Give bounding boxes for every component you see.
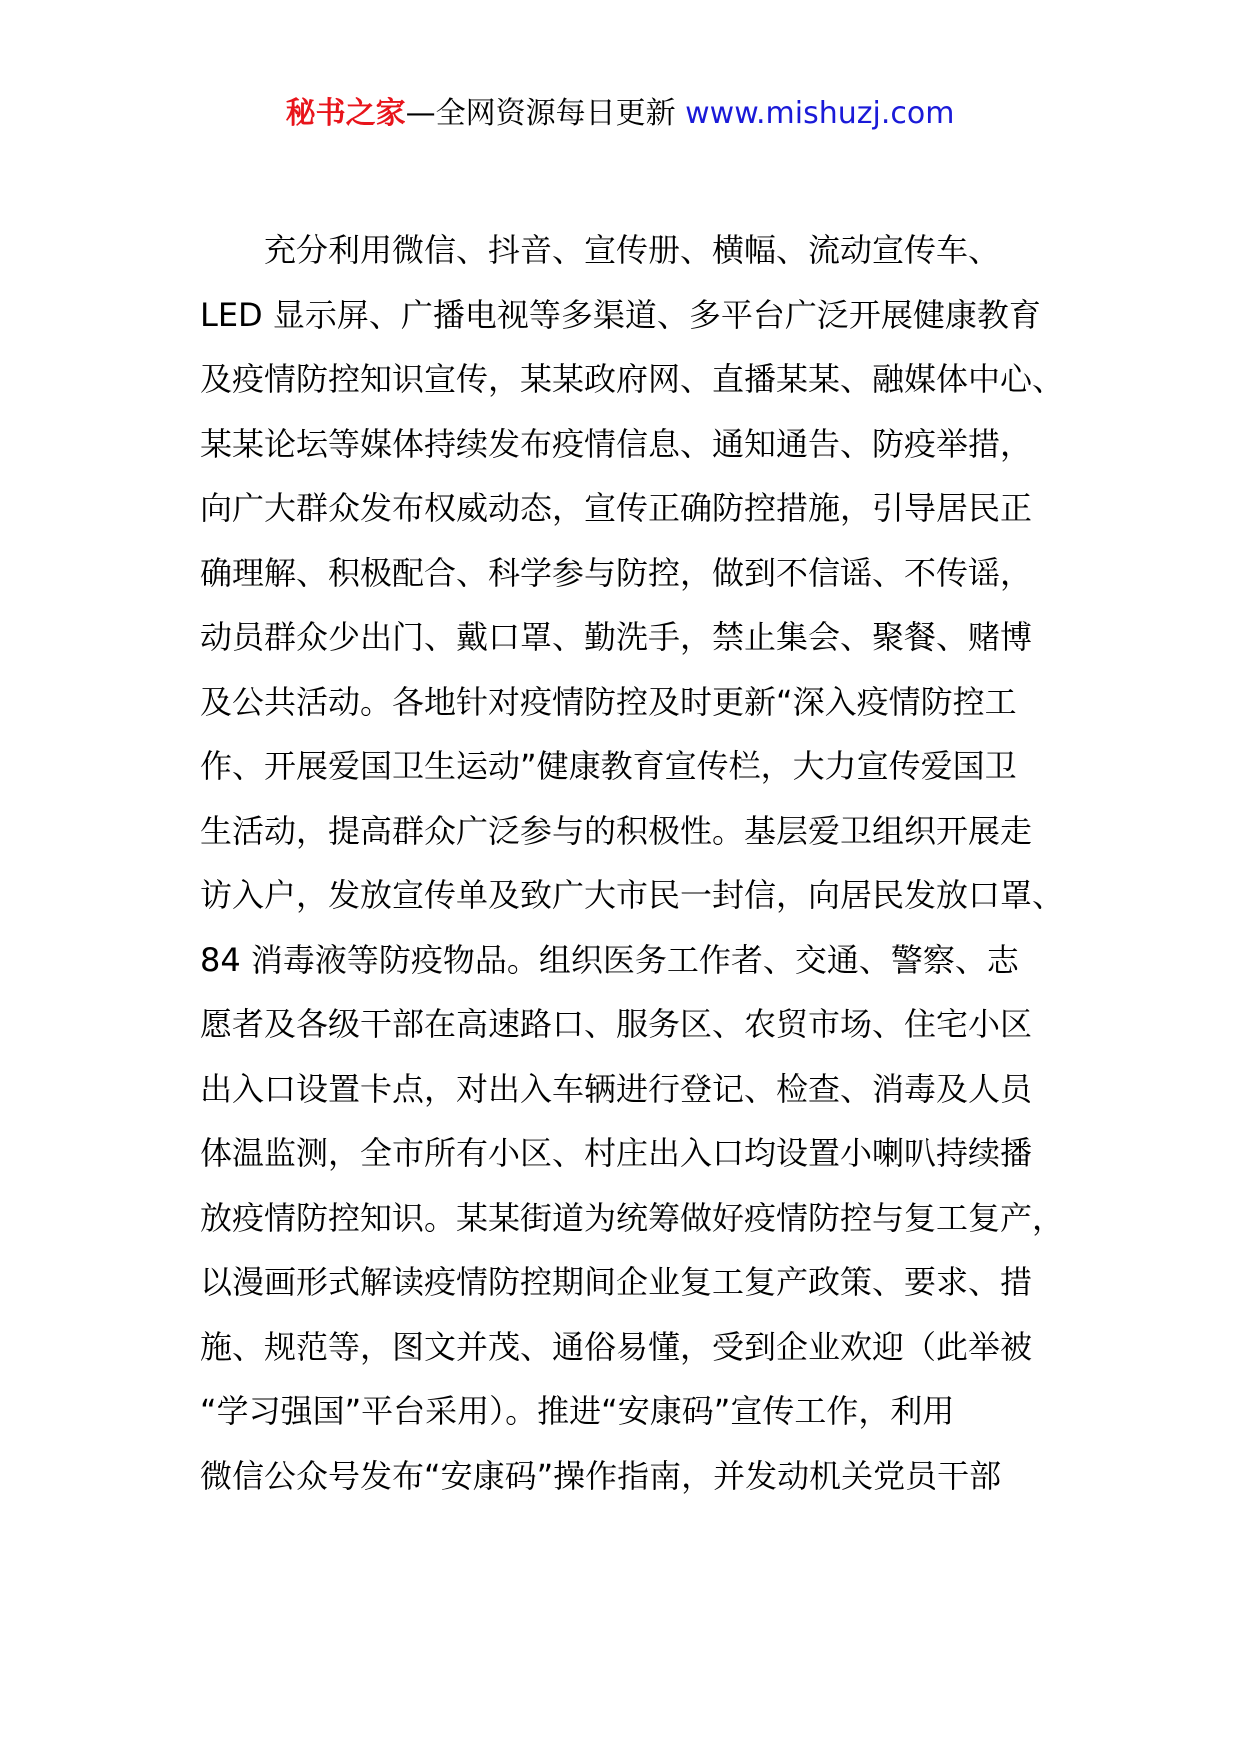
body-line: 充分利用微信、抖音、宣传册、横幅、流动宣传车、 <box>264 231 1001 269</box>
body-line: 某某论坛等媒体持续发布疫情信息、通知通告、防疫举措， <box>200 424 1033 463</box>
body-line: 动员群众少出门、戴口罩、勤洗手，禁止集会、聚餐、赌博 <box>200 618 1033 656</box>
body-line: 微信公众号发布“安康码”操作指南，并发动机关党员干部 <box>200 1456 1002 1495</box>
body-line: 愿者及各级干部在高速路口、服务区、农贸市场、住宅小区 <box>200 1005 1033 1043</box>
site-url-link[interactable]: www.mishuzj.com <box>685 96 955 131</box>
body-line: LED 显示屏、广播电视等多渠道、多平台广泛开展健康教育 <box>200 295 1041 334</box>
body-line: 及疫情防控知识宣传，某某政府网、直播某某、融媒体中心、 <box>200 360 1065 398</box>
body-line: 及公共活动。各地针对疫情防控及时更新“深入疫情防控工 <box>200 682 1017 721</box>
page-header <box>0 92 1240 136</box>
body-line: “学习强国”平台采用）。推进“安康码”宣传工作，利用 <box>200 1392 955 1430</box>
body-line: 以漫画形式解读疫情防控期间企业复工复产政策、要求、措 <box>200 1263 1033 1301</box>
body-line: 向广大群众发布权威动态，宣传正确防控措施，引导居民正 <box>200 489 1033 527</box>
body-line: 放疫情防控知识。某某街道为统筹做好疫情防控与复工复产， <box>200 1198 1065 1237</box>
body-line: 施、规范等，图文并茂、通俗易懂，受到企业欢迎（此举被 <box>200 1327 1033 1366</box>
body-line: 生活动，提高群众广泛参与的积极性。基层爱卫组织开展走 <box>200 811 1033 850</box>
document-body <box>200 218 1100 1508</box>
header-tagline: —全网资源每日更新 <box>405 96 676 131</box>
brand-name: 秘书之家 <box>285 96 406 131</box>
body-line: 84 消毒液等防疫物品。组织医务工作者、交通、警察、志 <box>200 940 1019 979</box>
body-line: 体温监测，全市所有小区、村庄出入口均设置小喇叭持续播 <box>200 1134 1033 1172</box>
body-line: 出入口设置卡点，对出入车辆进行登记、检查、消毒及人员 <box>200 1069 1033 1108</box>
body-line: 访入户，发放宣传单及致广大市民一封信，向居民发放口罩、 <box>200 876 1065 914</box>
body-line: 作、开展爱国卫生运动”健康教育宣传栏，大力宣传爱国卫 <box>200 747 1017 785</box>
body-line: 确理解、积极配合、科学参与防控，做到不信谣、不传谣， <box>200 553 1033 592</box>
